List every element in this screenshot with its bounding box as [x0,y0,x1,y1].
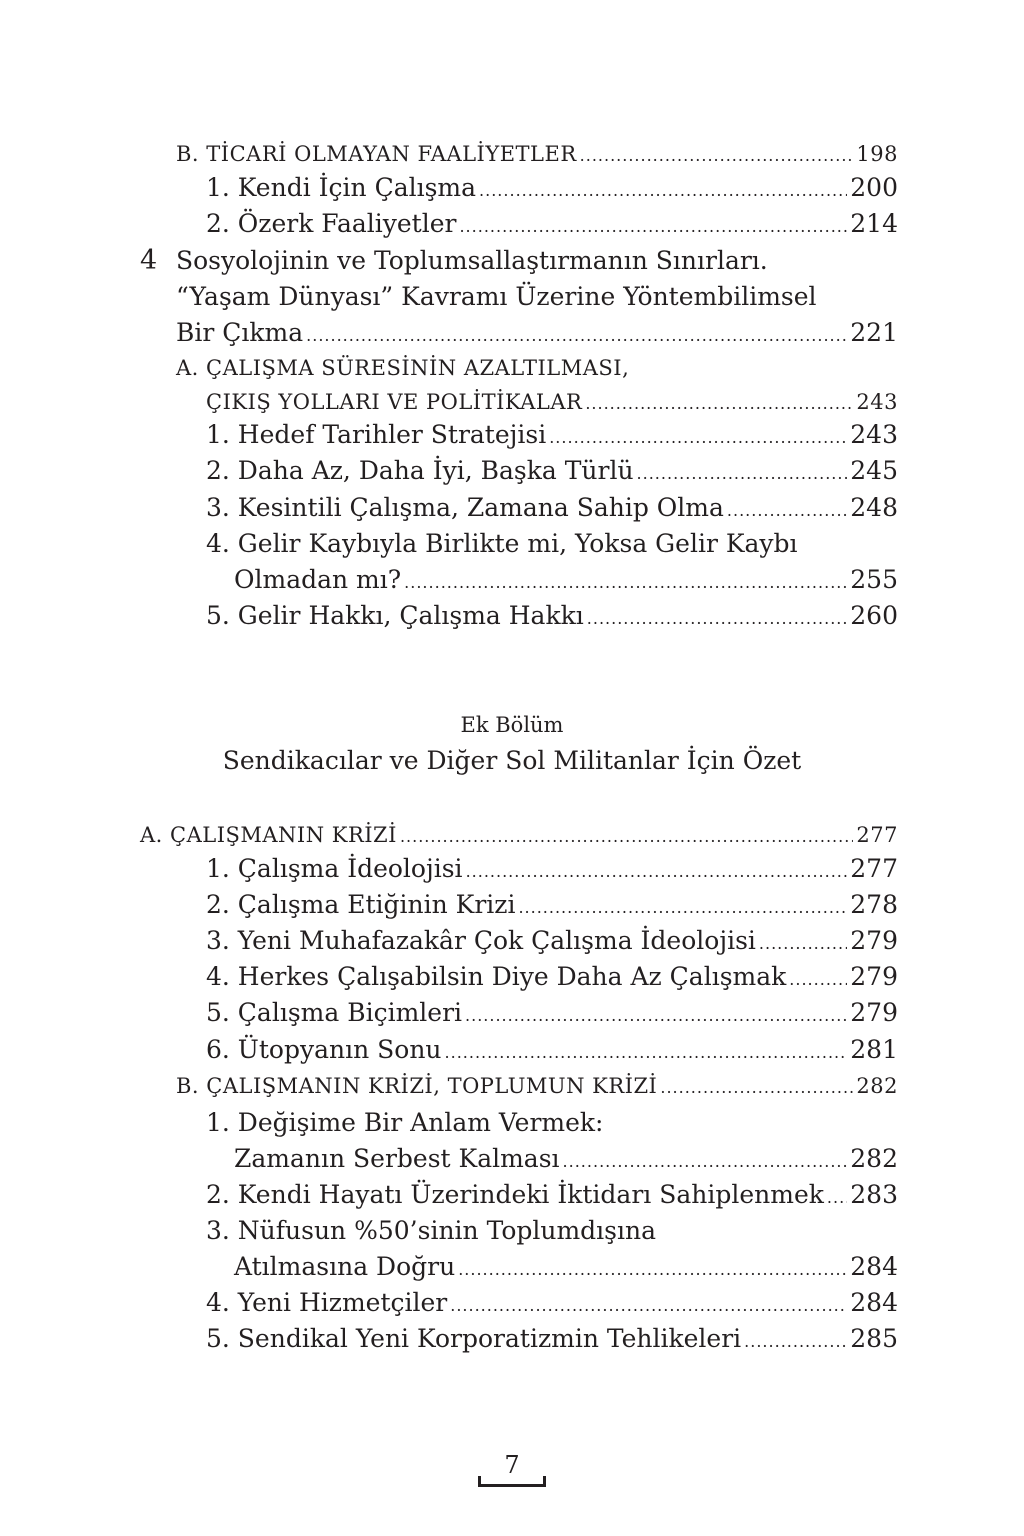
toc-entry-title: 3. Kesintili Çalışma, Zamana Sahip Olma [206,493,724,522]
toc-entry-title: 6. Ütopyanın Sonu [206,1035,442,1064]
appendix-title: Sendikacılar ve Diğer Sol Militanlar İçin Özet [222,746,802,775]
toc-entry-page: 200 [850,173,898,202]
dot-leader [789,962,847,998]
toc-entry-title: 2. Özerk Faaliyetler [206,209,457,238]
toc-entry-page: 260 [850,601,898,630]
toc-entry-page: 214 [850,209,898,238]
dot-leader [563,1144,848,1180]
page-number: 7 [504,1451,520,1479]
dot-leader [459,209,847,245]
toc-entry [206,923,898,959]
toc-entry [176,315,898,351]
dot-leader [759,926,847,962]
chapter-title-line [176,279,898,315]
toc-entry-title: 5. Çalışma Biçimleri [206,998,463,1027]
toc-entry-page: 281 [850,1035,898,1064]
toc-entry-title: B. TİCARİ OLMAYAN FAALİYETLER [176,142,577,166]
toc-entry-page: 277 [850,854,898,883]
toc-entry [176,1068,898,1104]
dot-leader [466,854,848,890]
folio-tick-right [543,1476,546,1487]
toc-entry [176,136,898,172]
toc-entry-page: 198 [856,142,898,166]
toc-entry-page: 245 [850,456,898,485]
dot-leader [660,1070,853,1106]
dot-leader [404,565,847,601]
toc-entry-title: 1. Çalışma İdeolojisi [206,854,463,883]
chapter-title-line [176,243,898,279]
dot-leader [580,138,854,174]
toc-entry-page: 255 [850,565,898,594]
dot-leader [637,456,848,492]
toc-entry [206,887,898,923]
toc-entry-page: 243 [850,420,898,449]
folio-tick-left [478,1476,481,1487]
toc-entry-title: 3. Nüfusun %50’sinin Toplumdışına [206,1216,657,1245]
toc-entry-title: A. ÇALIŞMANIN KRİZİ [140,823,397,847]
toc-entry-page: 278 [850,890,898,919]
toc-entry [234,562,898,598]
dot-leader [727,493,847,529]
toc-entry-title: 1. Kendi İçin Çalışma [206,173,477,202]
toc-entry-title: 4. Gelir Kaybıyla Birlikte mi, Yoksa Gelir Kaybı [206,529,798,558]
toc-entry [206,1032,898,1068]
toc-entry [206,1285,898,1321]
toc-entry-page: 279 [850,926,898,955]
toc-entry-title: 1. Hedef Tarihler Stratejisi [206,420,547,449]
toc-entry [206,417,898,453]
toc-entry [206,490,898,526]
toc-entry-page: 277 [856,823,898,847]
dot-leader [479,173,847,209]
toc-entry-page: 279 [850,962,898,991]
toc-entry [206,384,898,420]
toc-entry-line [206,1213,898,1249]
toc-entry [206,598,898,634]
toc-entry-title: Bir Çıkma [176,318,304,347]
toc-entry-title: 2. Kendi Hayatı Üzerindeki İktidarı Sahiplenmek [206,1180,824,1209]
toc-entry-title: 5. Gelir Hakkı, Çalışma Hakkı [206,601,584,630]
toc-entry-page: 285 [850,1324,898,1353]
toc-entry-page: 283 [850,1180,898,1209]
chapter-number: 4 [140,245,158,276]
toc-entry-title: 4. Herkes Çalışabilsin Diye Daha Az Çalışmak [206,962,787,991]
dot-leader [518,890,847,926]
toc-entry-title: Zamanın Serbest Kalması [234,1144,560,1173]
folio-rule [478,1484,546,1487]
toc-entry-title: 1. Değişime Bir Anlam Vermek: [206,1108,604,1137]
toc-entry [206,170,898,206]
toc-entry [234,1141,898,1177]
toc-entry-title: “Yaşam Dünyası” Kavramı Üzerine Yöntembilimsel [176,282,817,311]
toc-entry-title: 2. Daha Az, Daha İyi, Başka Türlü [206,456,634,485]
toc-entry-page: 248 [850,493,898,522]
dot-leader [587,601,848,637]
toc-entry-page: 282 [856,1074,898,1098]
toc-entry-title: A. ÇALIŞMA SÜRESİNİN AZALTILMASI, [176,356,630,380]
toc-entry [140,817,898,853]
toc-entry-title: 4. Yeni Hizmetçiler [206,1288,448,1317]
toc-entry [206,1321,898,1357]
toc-entry [206,206,898,242]
toc-entry-page: 243 [856,390,898,414]
toc-entry-page: 284 [850,1288,898,1317]
dot-leader [549,420,847,456]
page-number-footer [478,1448,546,1488]
toc-entry [234,1249,898,1285]
toc-entry [206,453,898,489]
toc-entry [206,851,898,887]
toc-entry-title: Olmadan mı? [234,565,402,594]
toc-entry-title: 2. Çalışma Etiğinin Krizi [206,890,516,919]
dot-leader [458,1252,847,1288]
toc-entry-page: 279 [850,998,898,1027]
dot-leader [465,998,847,1034]
toc-entry-title: 5. Sendikal Yeni Korporatizmin Tehlikeleri [206,1324,742,1353]
toc-entry-title: 3. Yeni Muhafazakâr Çok Çalışma İdeolojisi [206,926,756,955]
toc-entry [206,959,898,995]
toc-entry-title: B. ÇALIŞMANIN KRİZİ, TOPLUMUN KRİZİ [176,1074,658,1098]
dot-leader [744,1324,847,1360]
toc-entry-title: Sosyolojinin ve Toplumsallaştırmanın Sınırları. [176,246,768,275]
toc-entry-line [206,526,898,562]
dot-leader [450,1288,847,1324]
appendix-label: Ek Bölüm [460,713,564,737]
toc-entry-page: 282 [850,1144,898,1173]
section-title-line [176,350,898,386]
toc-entry [206,995,898,1031]
dot-leader [445,1035,848,1071]
toc-entry-title: ÇIKIŞ YOLLARI VE POLİTİKALAR [206,390,583,414]
toc-entry-page: 221 [850,318,898,347]
toc-entry-page: 284 [850,1252,898,1281]
dot-leader [306,318,847,354]
dot-leader [827,1180,847,1216]
toc-entry [206,1177,898,1213]
toc-entry-line [206,1105,898,1141]
dot-leader [400,819,853,855]
toc-entry-title: Atılmasına Doğru [234,1252,456,1281]
